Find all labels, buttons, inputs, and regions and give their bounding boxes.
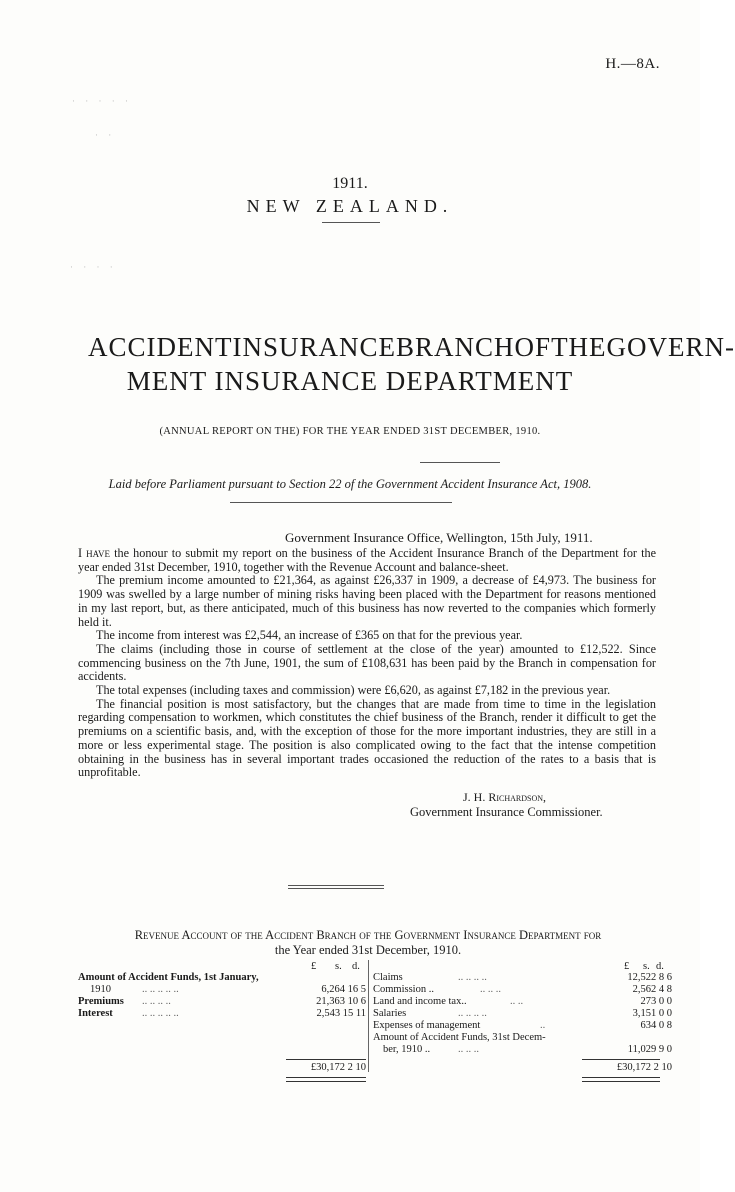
leader-dots: .. .. .. .. bbox=[458, 1008, 487, 1019]
divider bbox=[230, 502, 452, 503]
leader-dots: .. .. .. .. .. bbox=[142, 1008, 179, 1019]
year-heading: 1911. bbox=[332, 175, 368, 192]
title-word: GOVERN- bbox=[606, 332, 735, 362]
expenditure-label: Expenses of management bbox=[373, 1020, 481, 1031]
income-amount: 2,543 15 11 bbox=[316, 1008, 366, 1019]
total-double-rule bbox=[286, 1077, 366, 1082]
income-label-cont: 1910 bbox=[90, 984, 111, 995]
income-label: Premiums bbox=[78, 996, 124, 1007]
paragraph-opening bbox=[78, 547, 656, 574]
pence-header: d. bbox=[352, 961, 360, 972]
laid-before-parliament-note: Laid before Parliament pursuant to Section 22 of the Government Accident Insurance Act, 1908. bbox=[108, 477, 592, 491]
subtotal-rule bbox=[582, 1059, 660, 1060]
scan-speck: · · · · · bbox=[72, 96, 132, 106]
office-and-date: Government Insurance Office, Wellington, 15th July, 1911. bbox=[285, 530, 593, 545]
expenditure-label: Commission .. bbox=[373, 984, 434, 995]
paragraph: The total expenses (including taxes and commission) were £6,620, as against £7,182 in the previous year. bbox=[96, 683, 611, 698]
leader-dots: .. .. .. bbox=[458, 1044, 479, 1055]
paragraph: The premium income amounted to £21,364, as against £26,337 in 1909, a decrease of £4,973. The business for 1909 was swelled by a large number of mining risks having been placed with the Department for reasons mentioned in my last report, but, as there anticipated, much of this business has now reverted to the companies which formerly held it. bbox=[78, 573, 656, 629]
total-double-rule bbox=[582, 1077, 660, 1082]
expenditure-label: Claims bbox=[373, 972, 403, 983]
pence-header: d. bbox=[656, 961, 664, 972]
income-amount: 21,363 10 6 bbox=[316, 996, 366, 1007]
paragraph: The financial position is most satisfactory, but the changes that are made from time to time in the legislation regarding compensation to workmen, which constitutes the chief business of the Branch, render it difficult to get the premiums on a scientific basis, and, with the exception of those for the more important industries, they are still in a more or less experimental stage. The position is also complicated owing to the fact that the intense competition obtaining in the business has in several important trades occasioned the reduction of the rates to a basis that is unprofitable. bbox=[78, 696, 656, 780]
expenditure-amount: 11,029 9 0 bbox=[627, 1044, 672, 1055]
expenditure-label: Amount of Accident Funds, 31st Decem- bbox=[373, 1032, 546, 1043]
expenditure-total: £30,172 2 10 bbox=[616, 1062, 672, 1073]
opening-text: the honour to submit my report on the business of the Accident Insurance Branch of the Department for the year ended 31st December, 1910, together with the Revenue Account and balance-sheet. bbox=[78, 546, 656, 574]
title-word: ACCIDENT bbox=[88, 332, 233, 362]
income-label: Amount of Accident Funds, 1st January, bbox=[78, 972, 259, 983]
signature-name: J. H. Richardson, bbox=[463, 790, 547, 804]
shilling-header: s. bbox=[643, 961, 650, 972]
document-reference: H.—8A. bbox=[605, 56, 660, 72]
divider bbox=[322, 222, 380, 223]
income-label: Interest bbox=[78, 1008, 113, 1019]
leader-dots: .. .. .. .. .. bbox=[142, 984, 179, 995]
income-amount: 6,264 16 5 bbox=[321, 984, 366, 995]
expenditure-amount: 634 0 8 bbox=[640, 1020, 672, 1031]
paragraph: The income from interest was £2,544, an increase of £365 on that for the previous year. bbox=[96, 628, 523, 643]
leader-dots: .. .. .. bbox=[480, 984, 501, 995]
leader-dots: .. .. .. .. bbox=[458, 972, 487, 983]
report-title-line-1 bbox=[88, 332, 735, 363]
report-subtitle: (ANNUAL REPORT ON THE) FOR THE YEAR ENDED 31ST DECEMBER, 1910. bbox=[159, 426, 541, 437]
divider bbox=[288, 885, 384, 886]
scan-speck: · · · · bbox=[70, 262, 117, 272]
scan-speck: · · bbox=[95, 130, 116, 140]
expenditure-label: Salaries bbox=[373, 1008, 407, 1019]
expenditure-amount: 3,151 0 0 bbox=[632, 1008, 672, 1019]
divider bbox=[420, 462, 500, 463]
subtotal-rule bbox=[286, 1059, 366, 1060]
pound-header: £ bbox=[624, 961, 630, 972]
report-body bbox=[78, 547, 656, 780]
leader-dots: .. .. .. .. bbox=[142, 996, 171, 1007]
column-divider bbox=[368, 960, 369, 1072]
title-word: BRANCH bbox=[396, 332, 515, 362]
expenditure-label-cont: ber, 1910 .. bbox=[383, 1044, 431, 1055]
paragraph: The claims (including those in course of settlement at the close of the year) amounted to £12,522. Since commencing business on the 7th June, 1901, the sum of £108,631 has been paid by the Branch in compensation for accidents. bbox=[78, 641, 656, 684]
pound-header: £ bbox=[311, 961, 317, 972]
divider bbox=[288, 888, 384, 889]
expenditure-label: Land and income tax.. bbox=[373, 996, 467, 1007]
shilling-header: s. bbox=[335, 961, 342, 972]
report-title-line-2: MENT INSURANCE DEPARTMENT bbox=[126, 366, 574, 396]
leader-dots: .. bbox=[540, 1020, 546, 1031]
title-word: INSURANCE bbox=[232, 332, 397, 362]
leader-dots: .. .. bbox=[510, 996, 524, 1007]
expenditure-amount: 12,522 8 6 bbox=[627, 972, 672, 983]
income-total: £30,172 2 10 bbox=[310, 1062, 366, 1073]
opening-word: I have bbox=[78, 546, 111, 560]
expenditure-amount: 2,562 4 8 bbox=[632, 984, 672, 995]
signature-title: Government Insurance Commissioner. bbox=[410, 805, 603, 819]
account-heading bbox=[78, 928, 658, 958]
expenditure-amount: 273 0 0 bbox=[640, 996, 672, 1007]
country-heading: NEW ZEALAND. bbox=[246, 196, 454, 216]
account-heading-line-1: Revenue Account of the Accident Branch of the Government Insurance Department for bbox=[134, 928, 602, 942]
account-heading-line-2: the Year ended 31st December, 1910. bbox=[274, 943, 462, 957]
title-word: THE bbox=[551, 332, 607, 362]
title-word: OF bbox=[514, 332, 552, 362]
